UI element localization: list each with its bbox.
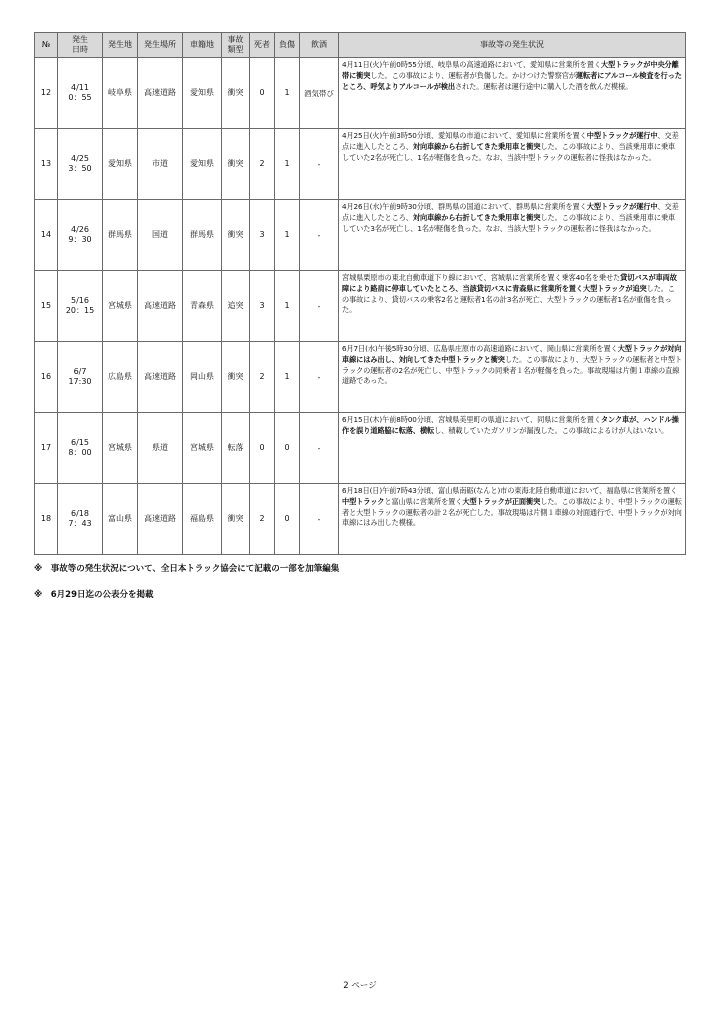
cell-drink: 酒気帯び [300,58,339,129]
cell-dead: 2 [250,129,275,200]
cell-no: 16 [35,342,58,413]
header-type: 事故 類型 [222,33,250,58]
cell-no: 12 [35,58,58,129]
table-body [35,58,686,555]
description-emphasis: 大型トラックが正面衝突 [462,496,541,506]
notes [34,562,339,614]
cell-injured: 1 [275,271,300,342]
cell-injured: 1 [275,129,300,200]
cell-place: 高速道路 [138,484,183,555]
description-text: した。この事故により、中型トラックの運転者と大型トラックの運転者の計２名が死亡した。事故現場は片側１車線の対面通行で、中型トラックが対向車線にはみ出した模様。 [342,496,682,528]
cell-drink: - [300,129,339,200]
table-row [35,271,686,342]
cell-pref: 群馬県 [103,200,138,271]
cell-type: 衝突 [222,58,250,129]
cell-description [339,342,686,413]
cell-dead: 0 [250,58,275,129]
table-row [35,129,686,200]
description-emphasis: 対向車線から右折してきた乗用車と衝突 [412,141,541,151]
cell-pref: 愛知県 [103,129,138,200]
header-no: № [35,33,58,58]
description-text: 6月7日(水)午後5時30分頃、広島県庄原市の高速道路において、岡山県に営業所を置く [342,344,618,353]
header-drink: 飲酒 [300,33,339,58]
cell-description [339,484,686,555]
cell-date: 6/7 17:30 [58,342,103,413]
cell-type: 衝突 [222,484,250,555]
cell-pref: 宮城県 [103,413,138,484]
cell-type: 転落 [222,413,250,484]
description-text: 6月18日(日)午前7時43分頃、富山県南砺(なんと)市の東海北陸自動車道において、福島県に営業所を置く [342,486,678,495]
cell-pref: 岐阜県 [103,58,138,129]
cell-drink: - [300,342,339,413]
cell-no: 13 [35,129,58,200]
description-text: 宮城県栗原市の東北自動車道下り線において、宮城県に営業所を置く乗客40名を乗せた [342,273,621,282]
cell-no: 14 [35,200,58,271]
cell-injured: 1 [275,200,300,271]
description-emphasis: 貸切バスが車両故障により路肩に停車していたところ、当該貸切バスに青森県に営業所を置く大型トラックが追突 [342,273,677,293]
header-reg: 車籍地 [183,33,222,58]
accident-table [34,32,686,555]
description-emphasis: 運転者にアルコール検査を行ったところ、呼気よりアルコールが検出 [342,70,682,91]
cell-injured: 1 [275,342,300,413]
description-text: した。この事故により、当該乗用車に乗車していた2名が死亡し、1名が軽傷を負った。なお、当該中型トラックの運転者に怪我はなかった。 [342,141,676,162]
header-dead: 死者 [250,33,275,58]
description-emphasis: 大型トラックが中央分離帯に衝突 [342,60,679,80]
cell-no: 17 [35,413,58,484]
header-place: 発生場所 [138,33,183,58]
description-text: 6月15日(木)午前8時00分頃、宮城県美里町の県道において、同県に営業所を置く [342,415,601,424]
cell-reg: 岡山県 [183,342,222,413]
table-row [35,200,686,271]
description-emphasis: 対向車線から右折してきた乗用車と衝突 [412,212,541,222]
description-text: した。この事故により、当該乗用車に乗車していた3名が死亡し、1名が軽傷を負った。なお、当該大型トラックの運転者に怪我はなかった。 [342,212,676,233]
cell-description [339,413,686,484]
table-header-row [35,33,686,58]
description-text: された。運転者は運行途中に購入した酒を飲んだ模様。 [454,81,633,91]
description-emphasis: 大型トラックが対向車線にはみ出し、対向してきた中型トラックと衝突 [342,344,682,364]
table-row [35,342,686,413]
description-emphasis: 大型トラックが運行中 [586,202,658,211]
cell-place: 高速道路 [138,271,183,342]
cell-place: 市道 [138,129,183,200]
cell-no: 15 [35,271,58,342]
cell-dead: 3 [250,200,275,271]
table-row [35,413,686,484]
cell-injured: 1 [275,58,300,129]
cell-place: 高速道路 [138,58,183,129]
page-number: 2 ページ [343,981,377,991]
description-text: し、積載していたガソリンが漏洩した。この事故によるけが人はいない。 [434,425,669,435]
description-emphasis: タンク車が、ハンドル操作を誤り道路脇に転落、横転 [342,415,679,435]
cell-dead: 0 [250,413,275,484]
note-period: ※ 6月29日迄の公表分を掲載 [34,590,154,600]
description-emphasis: 中型トラックが運行中 [586,131,658,140]
cell-pref: 広島県 [103,342,138,413]
description-text: 、交差点に進入したところ、 [342,131,679,151]
cell-date: 6/18 7：43 [58,484,103,555]
description-text: した。この事故により、貸切バスの乗客2名と運転者1名の計3名が死亡、大型トラックの運転者1名が重傷を負った。 [342,283,675,315]
cell-injured: 0 [275,413,300,484]
description-text: 、交差点に進入したところ、 [342,202,679,222]
cell-injured: 0 [275,484,300,555]
cell-drink: - [300,413,339,484]
cell-description [339,129,686,200]
header-date: 発生 日時 [58,33,103,58]
cell-place: 高速道路 [138,342,183,413]
description-text: 4月25日(火)午前3時50分頃、愛知県の市道において、愛知県に営業所を置く [342,131,587,140]
cell-description [339,200,686,271]
cell-reg: 愛知県 [183,58,222,129]
cell-drink: - [300,271,339,342]
cell-pref: 富山県 [103,484,138,555]
description-text: 4月11日(火)午前0時55分頃、岐阜県の高速道路において、愛知県に営業所を置く [342,60,601,69]
cell-type: 衝突 [222,342,250,413]
cell-description [339,271,686,342]
cell-dead: 3 [250,271,275,342]
header-pref: 発生地 [103,33,138,58]
cell-no: 18 [35,484,58,555]
cell-description [339,58,686,129]
table-row [35,58,686,129]
cell-place: 国道 [138,200,183,271]
cell-type: 衝突 [222,129,250,200]
cell-date: 4/26 9：30 [58,200,103,271]
description-text: した。この事故により、運転者が負傷した。かけつけた警察官が [370,70,576,80]
cell-reg: 青森県 [183,271,222,342]
cell-dead: 2 [250,484,275,555]
cell-reg: 群馬県 [183,200,222,271]
description-text: と富山県に営業所を置く [384,496,463,506]
cell-drink: - [300,484,339,555]
cell-pref: 宮城県 [103,271,138,342]
description-text: 4月26日(水)午前9時30分頃、群馬県の国道において、群馬県に営業所を置く [342,202,587,211]
cell-reg: 愛知県 [183,129,222,200]
cell-type: 追突 [222,271,250,342]
cell-reg: 宮城県 [183,413,222,484]
cell-date: 4/25 3：50 [58,129,103,200]
cell-reg: 福島県 [183,484,222,555]
cell-place: 県道 [138,413,183,484]
note-edit: ※ 事故等の発生状況について、全日本トラック協会にて記載の一部を加筆編集 [34,564,340,574]
cell-drink: - [300,200,339,271]
header-desc: 事故等の発生状況 [339,33,686,58]
table-row [35,484,686,555]
header-injured: 負傷 [275,33,300,58]
cell-date: 5/16 20：15 [58,271,103,342]
description-emphasis: 中型トラック [342,496,385,506]
cell-dead: 2 [250,342,275,413]
cell-date: 4/11 0：55 [58,58,103,129]
cell-date: 6/15 8：00 [58,413,103,484]
description-text: した。この事故により、大型トラックの運転者と中型トラックの運転者の2名が死亡し、中型トラックの同乗者１名が軽傷を負った。事故現場は片側１車線の直線道路であった。 [342,354,682,386]
cell-type: 衝突 [222,200,250,271]
